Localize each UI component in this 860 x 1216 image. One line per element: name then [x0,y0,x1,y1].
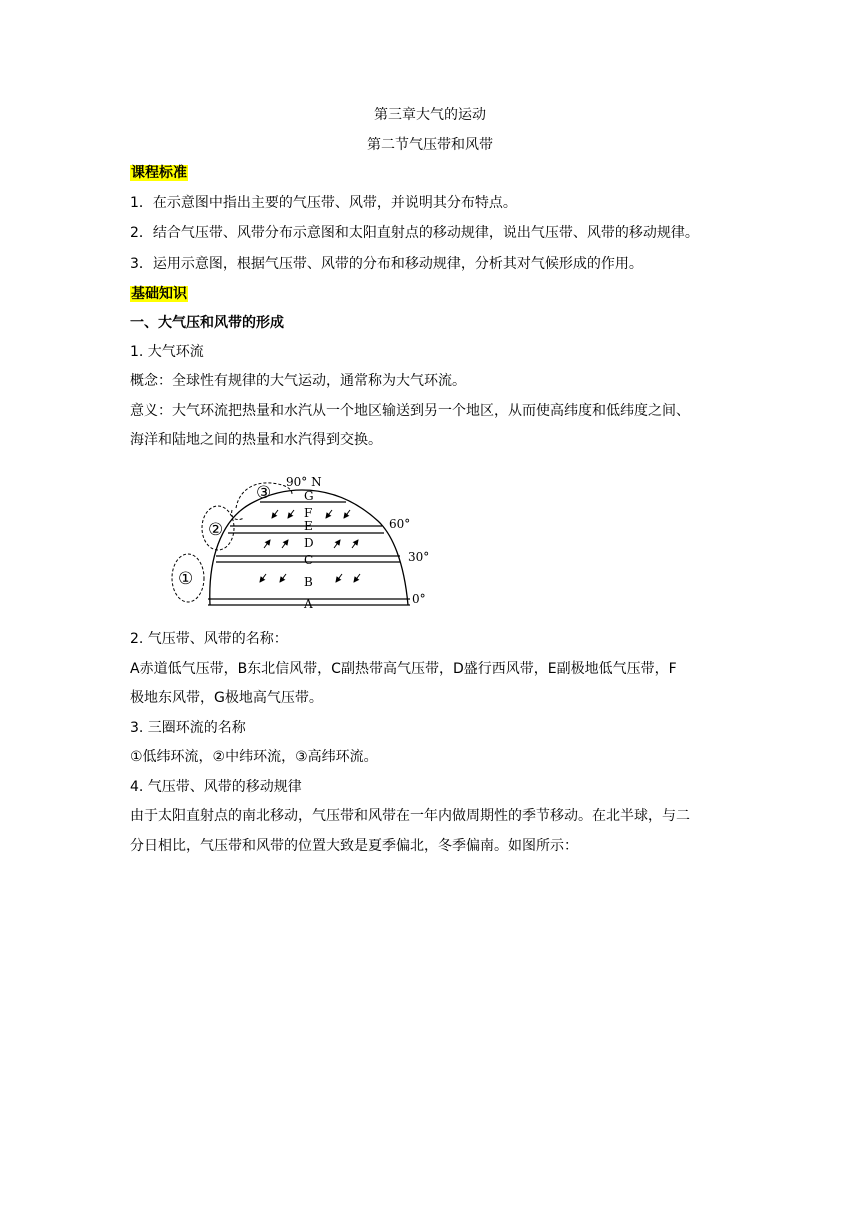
band-label-c: C [304,553,314,567]
item4-line1: 由于太阳直射点的南北移动，气压带和风带在一年内做周期性的季节移动。在北半球，与二 [130,808,690,824]
item3-content: ①低纬环流，②中纬环流，③高纬环流。 [130,749,378,765]
basics-heading-row [130,284,740,304]
meaning-text-line2: 海洋和陆地之间的热量和水汽得到交换。 [130,432,382,448]
latitude-label-30: 30° [408,550,430,564]
standard-item-1: 1．在示意图中指出主要的气压带、风带，并说明其分布特点。 [130,195,517,211]
latitude-label-0: 0° [412,592,426,606]
band-label-d: D [304,536,314,550]
meaning-text-line1: 意义：大气环流把热量和水汽从一个地区输送到另一个地区，从而使高纬度和低纬度之间、 [130,403,690,419]
section-title: 第二节气压带和风带 [367,137,493,153]
item2-line1: A赤道低气压带，B东北信风带，C副热带高气压带，D盛行西风带，E副极地低气压带，F [130,661,677,677]
latitude-label-90n: 90° N [286,475,322,489]
chapter-title: 第三章大气的运动 [374,107,486,123]
band-label-b: B [304,575,313,589]
standards-heading-row [130,163,740,183]
item4-title: 4. 气压带、风带的移动规律 [130,779,302,795]
band-label-g: G [304,489,314,503]
cell-label-3: ③ [256,483,272,503]
basics-heading: 基础知识 [131,286,187,302]
standards-heading: 课程标准 [131,165,187,181]
item1-title: 1. 大气环流 [130,344,204,360]
item4-line2: 分日相比，气压带和风带的位置大致是夏季偏北，冬季偏南。如图所示： [130,838,578,854]
band-label-f: F [304,506,313,520]
item2-line2: 极地东风带，G极地高气压带。 [130,690,323,706]
pressure-belt-diagram [160,466,440,618]
latitude-label-60: 60° [389,517,411,531]
part1-heading: 一、大气压和风带的形成 [130,315,284,331]
standard-item-3: 3．运用示意图，根据气压带、风带的分布和移动规律，分析其对气候形成的作用。 [130,256,643,272]
item3-title: 3. 三圈环流的名称 [130,720,246,736]
standard-item-2: 2．结合气压带、风带分布示意图和太阳直射点的移动规律，说出气压带、风带的移动规律。 [130,225,699,241]
band-label-a: A [304,597,313,611]
cell-label-1: ① [178,569,194,589]
item2-title: 2. 气压带、风带的名称： [130,631,288,647]
cell-label-2: ② [208,520,224,540]
band-label-e: E [304,519,313,533]
concept-text: 概念：全球性有规律的大气运动，通常称为大气环流。 [130,373,466,389]
